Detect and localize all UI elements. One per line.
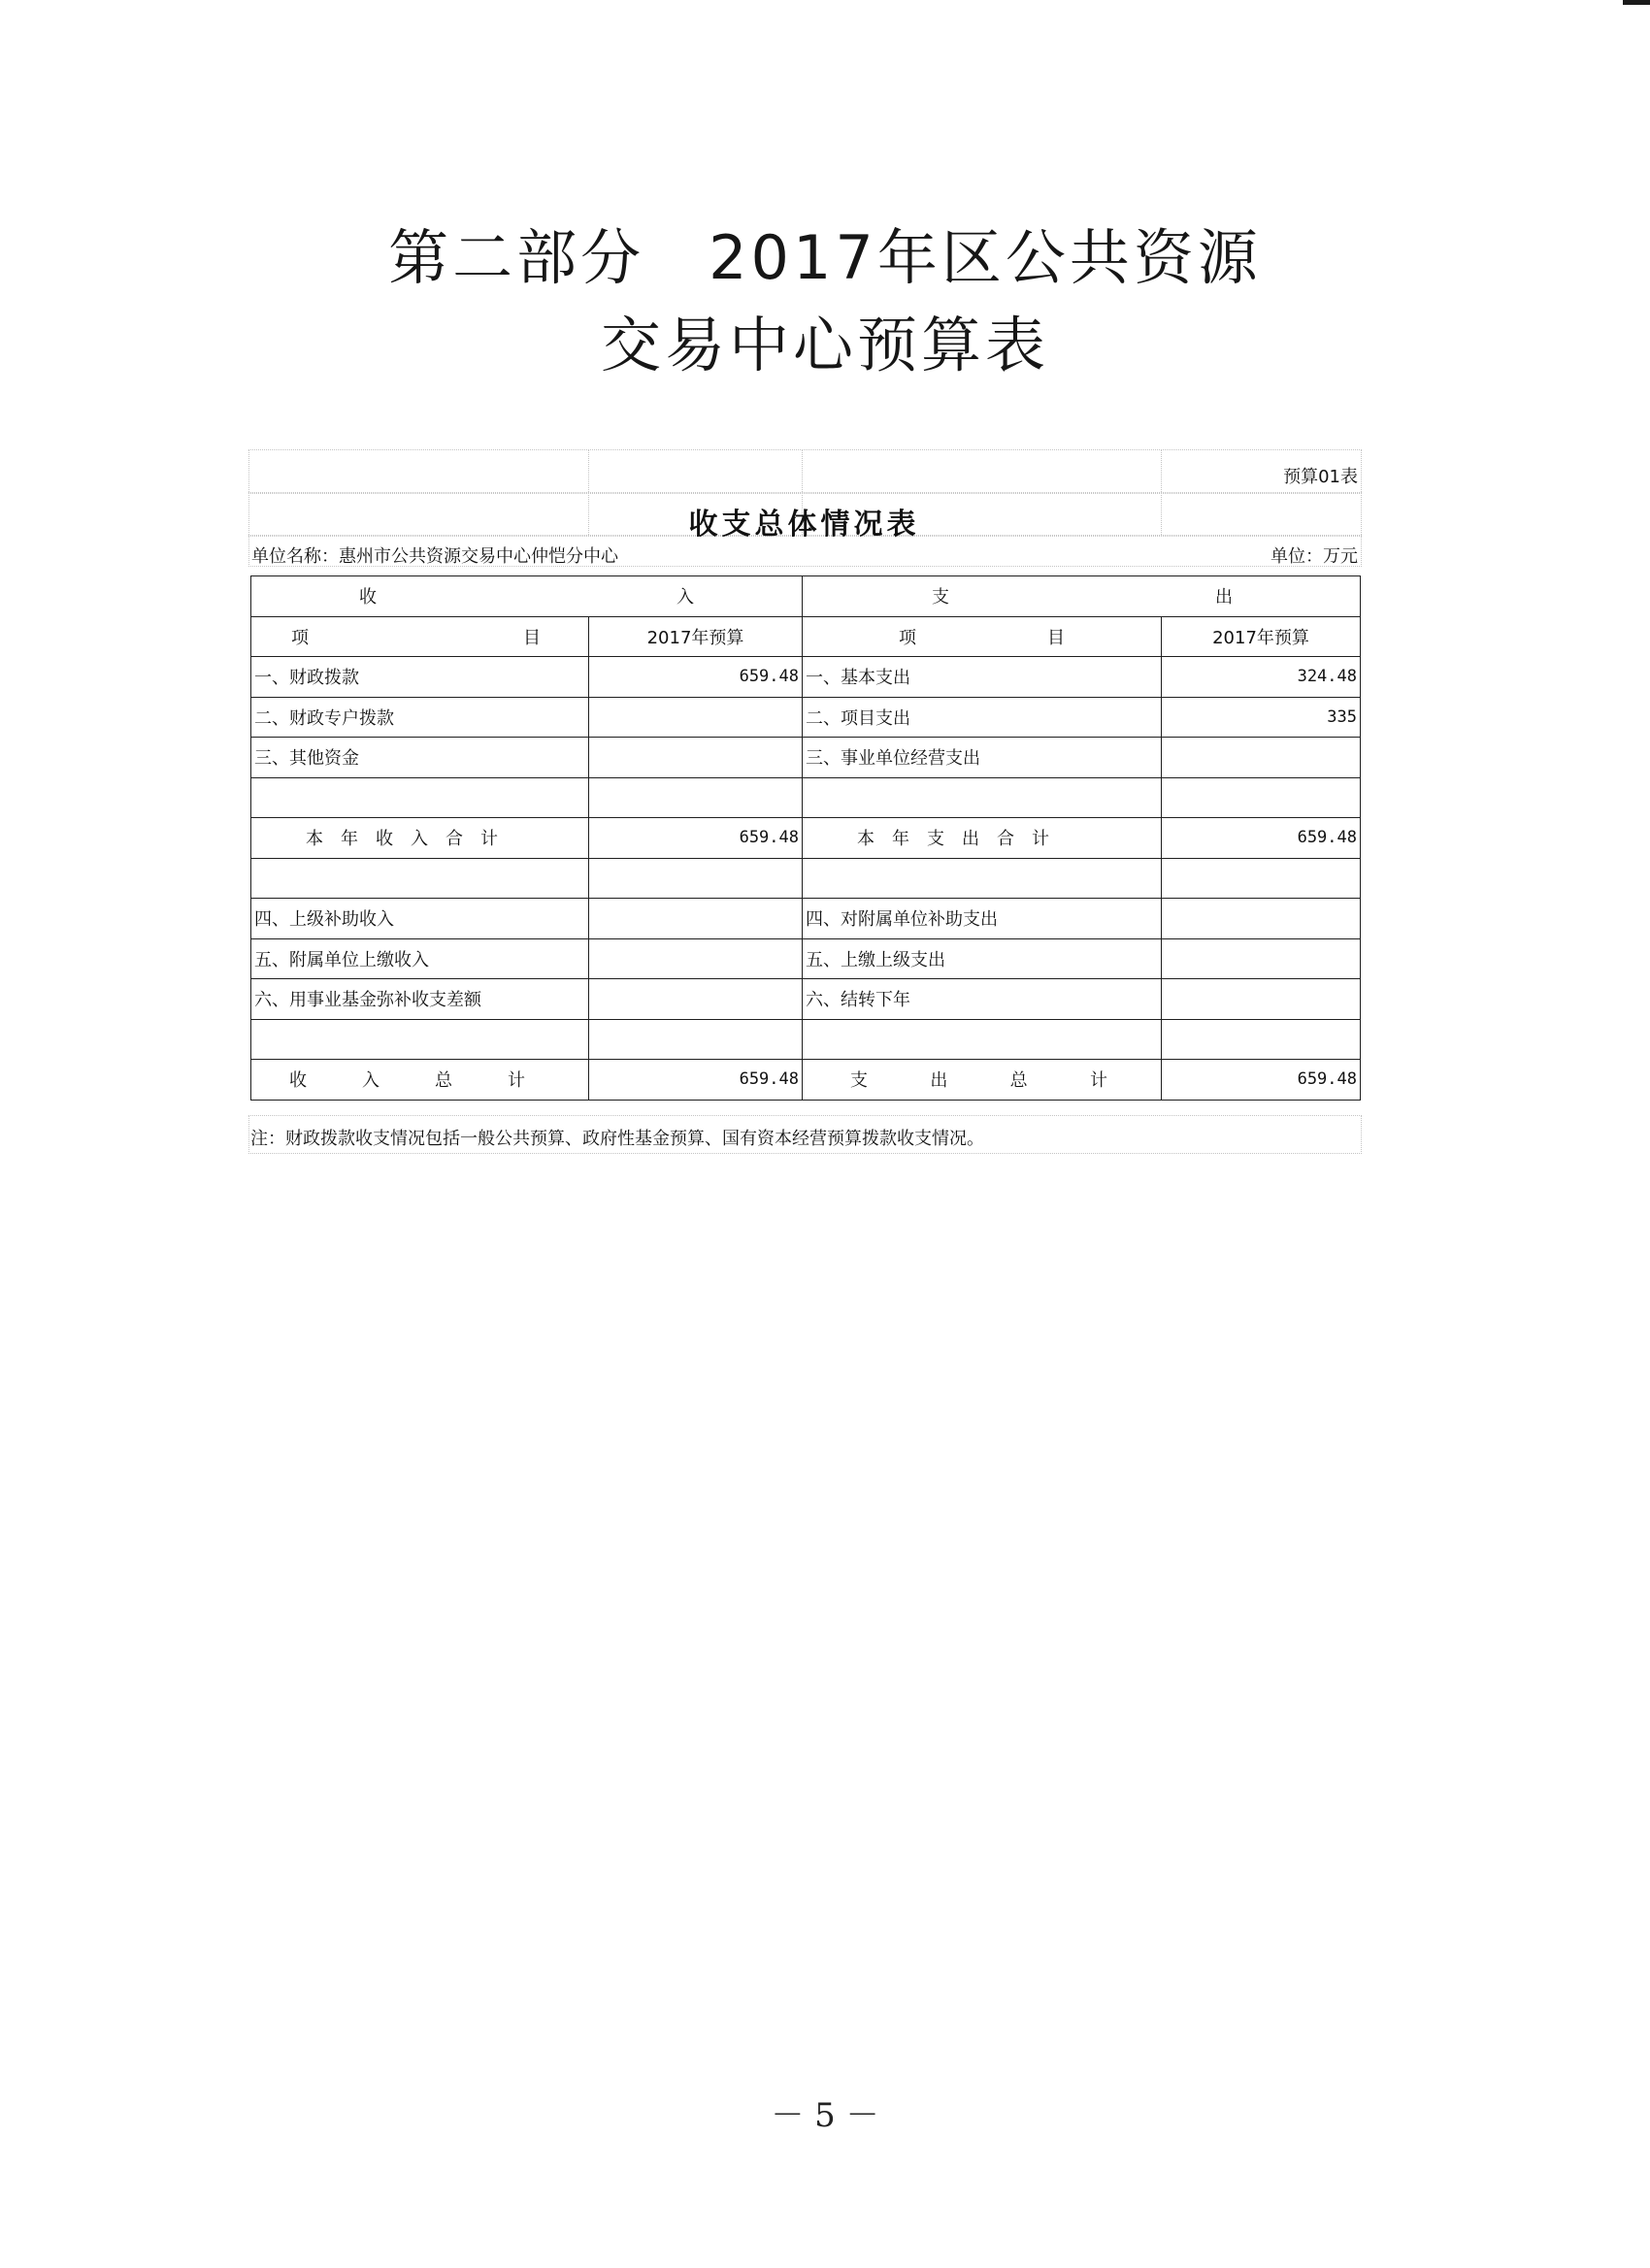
expense-budget-header: 2017年预算 — [1162, 616, 1361, 657]
expense-value — [1162, 858, 1361, 899]
income-section-header — [251, 576, 803, 617]
expense-item-header — [803, 616, 1162, 657]
income-item: 五、附属单位上缴收入 — [251, 938, 589, 979]
total-char: 总 — [1009, 1070, 1028, 1092]
table-title: 收支总体情况表 — [688, 508, 920, 542]
form-number: 预算01表 — [1283, 467, 1358, 487]
unit-label: 单位：万元 — [1270, 546, 1358, 567]
budget-sheet — [248, 449, 1362, 1153]
income-item — [251, 858, 589, 899]
page-number: － 5 － — [771, 2096, 879, 2135]
header-char: 项 — [291, 627, 309, 648]
subtotal-row — [251, 818, 1361, 859]
document-title-line-2: 交易中心预算表 — [600, 310, 1049, 380]
income-subtotal-label: 本年收入合计 — [251, 818, 589, 859]
expense-subtotal-value: 659.48 — [1162, 818, 1361, 859]
expense-value — [1162, 1019, 1361, 1060]
expense-item — [803, 777, 1162, 818]
income-item-header — [251, 616, 589, 657]
expense-value — [1162, 899, 1361, 939]
header-char: 目 — [1047, 627, 1065, 648]
expense-value — [1162, 777, 1361, 818]
income-subtotal-value: 659.48 — [589, 818, 803, 859]
table-row — [251, 738, 1361, 778]
total-char: 计 — [508, 1070, 525, 1092]
expense-section-header — [803, 576, 1361, 617]
income-value — [589, 938, 803, 979]
total-char: 支 — [850, 1070, 868, 1092]
expense-value: 335 — [1162, 697, 1361, 738]
column-header-row — [251, 616, 1361, 657]
header-char: 目 — [523, 627, 541, 648]
expense-value — [1162, 938, 1361, 979]
income-value — [589, 777, 803, 818]
total-char: 计 — [1089, 1070, 1107, 1092]
expense-value — [1162, 738, 1361, 778]
income-value — [589, 697, 803, 738]
expense-header-char: 支 — [932, 587, 949, 608]
expense-item: 五、上缴上级支出 — [803, 938, 1162, 979]
table-row — [251, 938, 1361, 979]
expense-value: 324.48 — [1162, 657, 1361, 698]
income-item: 四、上级补助收入 — [251, 899, 589, 939]
grand-total-row — [251, 1060, 1361, 1101]
income-item: 六、用事业基金弥补收支差额 — [251, 979, 589, 1020]
scan-edge-mark — [1623, 0, 1650, 5]
expense-item — [803, 858, 1162, 899]
expense-item: 一、基本支出 — [803, 657, 1162, 698]
expense-item — [803, 1019, 1162, 1060]
expense-item: 六、结转下年 — [803, 979, 1162, 1020]
income-value: 659.48 — [589, 657, 803, 698]
income-value — [589, 979, 803, 1020]
income-item — [251, 1019, 589, 1060]
income-item — [251, 777, 589, 818]
income-header-char: 收 — [359, 587, 377, 608]
section-header-row — [251, 576, 1361, 617]
income-item: 三、其他资金 — [251, 738, 589, 778]
budget-table — [250, 575, 1361, 1101]
expense-item: 三、事业单位经营支出 — [803, 738, 1162, 778]
expense-subtotal-label: 本年支出合计 — [803, 818, 1162, 859]
income-total-value: 659.48 — [589, 1060, 803, 1101]
table-row — [251, 858, 1361, 899]
income-value — [589, 858, 803, 899]
income-value — [589, 899, 803, 939]
table-note: 注：财政拨款收支情况包括一般公共预算、政府性基金预算、国有资本经营预算拨款收支情况。 — [250, 1129, 984, 1149]
income-item: 二、财政专户拨款 — [251, 697, 589, 738]
table-row — [251, 979, 1361, 1020]
gridline — [248, 449, 1362, 494]
income-total-label — [251, 1060, 589, 1101]
table-row — [251, 1019, 1361, 1060]
total-char: 入 — [362, 1070, 380, 1092]
table-row — [251, 657, 1361, 698]
income-value — [589, 1019, 803, 1060]
income-budget-header: 2017年预算 — [589, 616, 803, 657]
expense-total-label — [803, 1060, 1162, 1101]
total-char: 收 — [289, 1070, 307, 1092]
income-header-char: 入 — [676, 587, 694, 608]
total-char: 总 — [435, 1070, 452, 1092]
table-row — [251, 899, 1361, 939]
expense-item: 二、项目支出 — [803, 697, 1162, 738]
unit-name: 单位名称：惠州市公共资源交易中心仲恺分中心 — [251, 546, 618, 567]
document-title-line-1: 第二部分 2017年区公共资源 — [388, 222, 1262, 293]
expense-item: 四、对附属单位补助支出 — [803, 899, 1162, 939]
total-char: 出 — [930, 1070, 948, 1092]
expense-value — [1162, 979, 1361, 1020]
header-char: 项 — [899, 627, 916, 648]
expense-header-char: 出 — [1215, 587, 1233, 608]
expense-total-value: 659.48 — [1162, 1060, 1361, 1101]
income-item: 一、财政拨款 — [251, 657, 589, 698]
income-value — [589, 738, 803, 778]
table-row — [251, 697, 1361, 738]
table-row — [251, 777, 1361, 818]
